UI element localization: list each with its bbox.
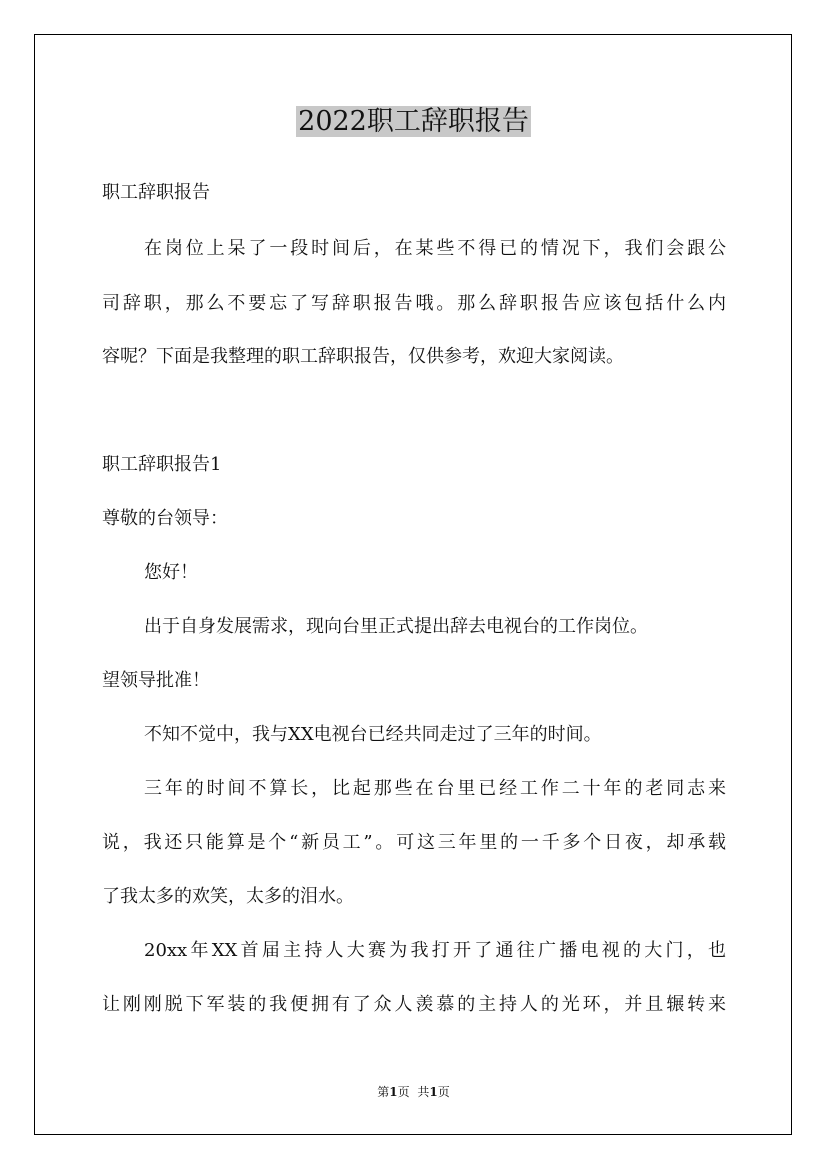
salutation: 尊敬的台领导： [102,508,228,529]
para3-line-3: 了我太多的欢笑，太多的泪水。 [102,886,354,907]
document-heading: 职工辞职报告 [102,182,210,203]
footer-total-pages: 1 [429,1085,438,1099]
para2-line-1: 不知不觉中，我与XX电视台已经共同走过了三年的时间。 [144,724,602,745]
footer-total-prefix: 共 [417,1085,430,1099]
para4-line-1: 20xx年XX首届主持人大赛为我打开了通往广播电视的大门，也 [144,940,726,961]
intro-line-1: 在岗位上呆了一段时间后，在某些不得已的情况下，我们会跟公 [144,238,726,259]
para4-line-2: 让刚刚脱下军装的我便拥有了众人羡慕的主持人的光环，并且辗转来 [102,994,726,1015]
greeting: 您好！ [144,562,198,583]
document-title [0,103,827,141]
para3-line-2: 说，我还只能算是个“新员工”。可这三年里的一千多个日夜，却承载 [102,832,726,853]
para1-line-2: 望领导批准！ [102,670,210,691]
para3-line-1: 三年的时间不算长，比起那些在台里已经工作二十年的老同志来 [144,778,726,799]
document-title-text: 2022职工辞职报告 [298,106,529,137]
para1-line-1: 出于自身发展需求，现向台里正式提出辞去电视台的工作岗位。 [144,616,648,637]
footer-page-suffix: 页 [397,1085,410,1099]
intro-line-3: 容呢？下面是我整理的职工辞职报告，仅供参考，欢迎大家阅读。 [102,346,624,367]
footer-total-suffix: 页 [437,1085,450,1099]
section-title: 职工辞职报告1 [102,454,222,475]
intro-line-2: 司辞职，那么不要忘了写辞职报告哦。那么辞职报告应该包括什么内 [102,293,726,314]
page-footer [0,1083,827,1101]
footer-prefix: 第 [377,1085,390,1099]
footer-page-number: 1 [389,1085,398,1099]
